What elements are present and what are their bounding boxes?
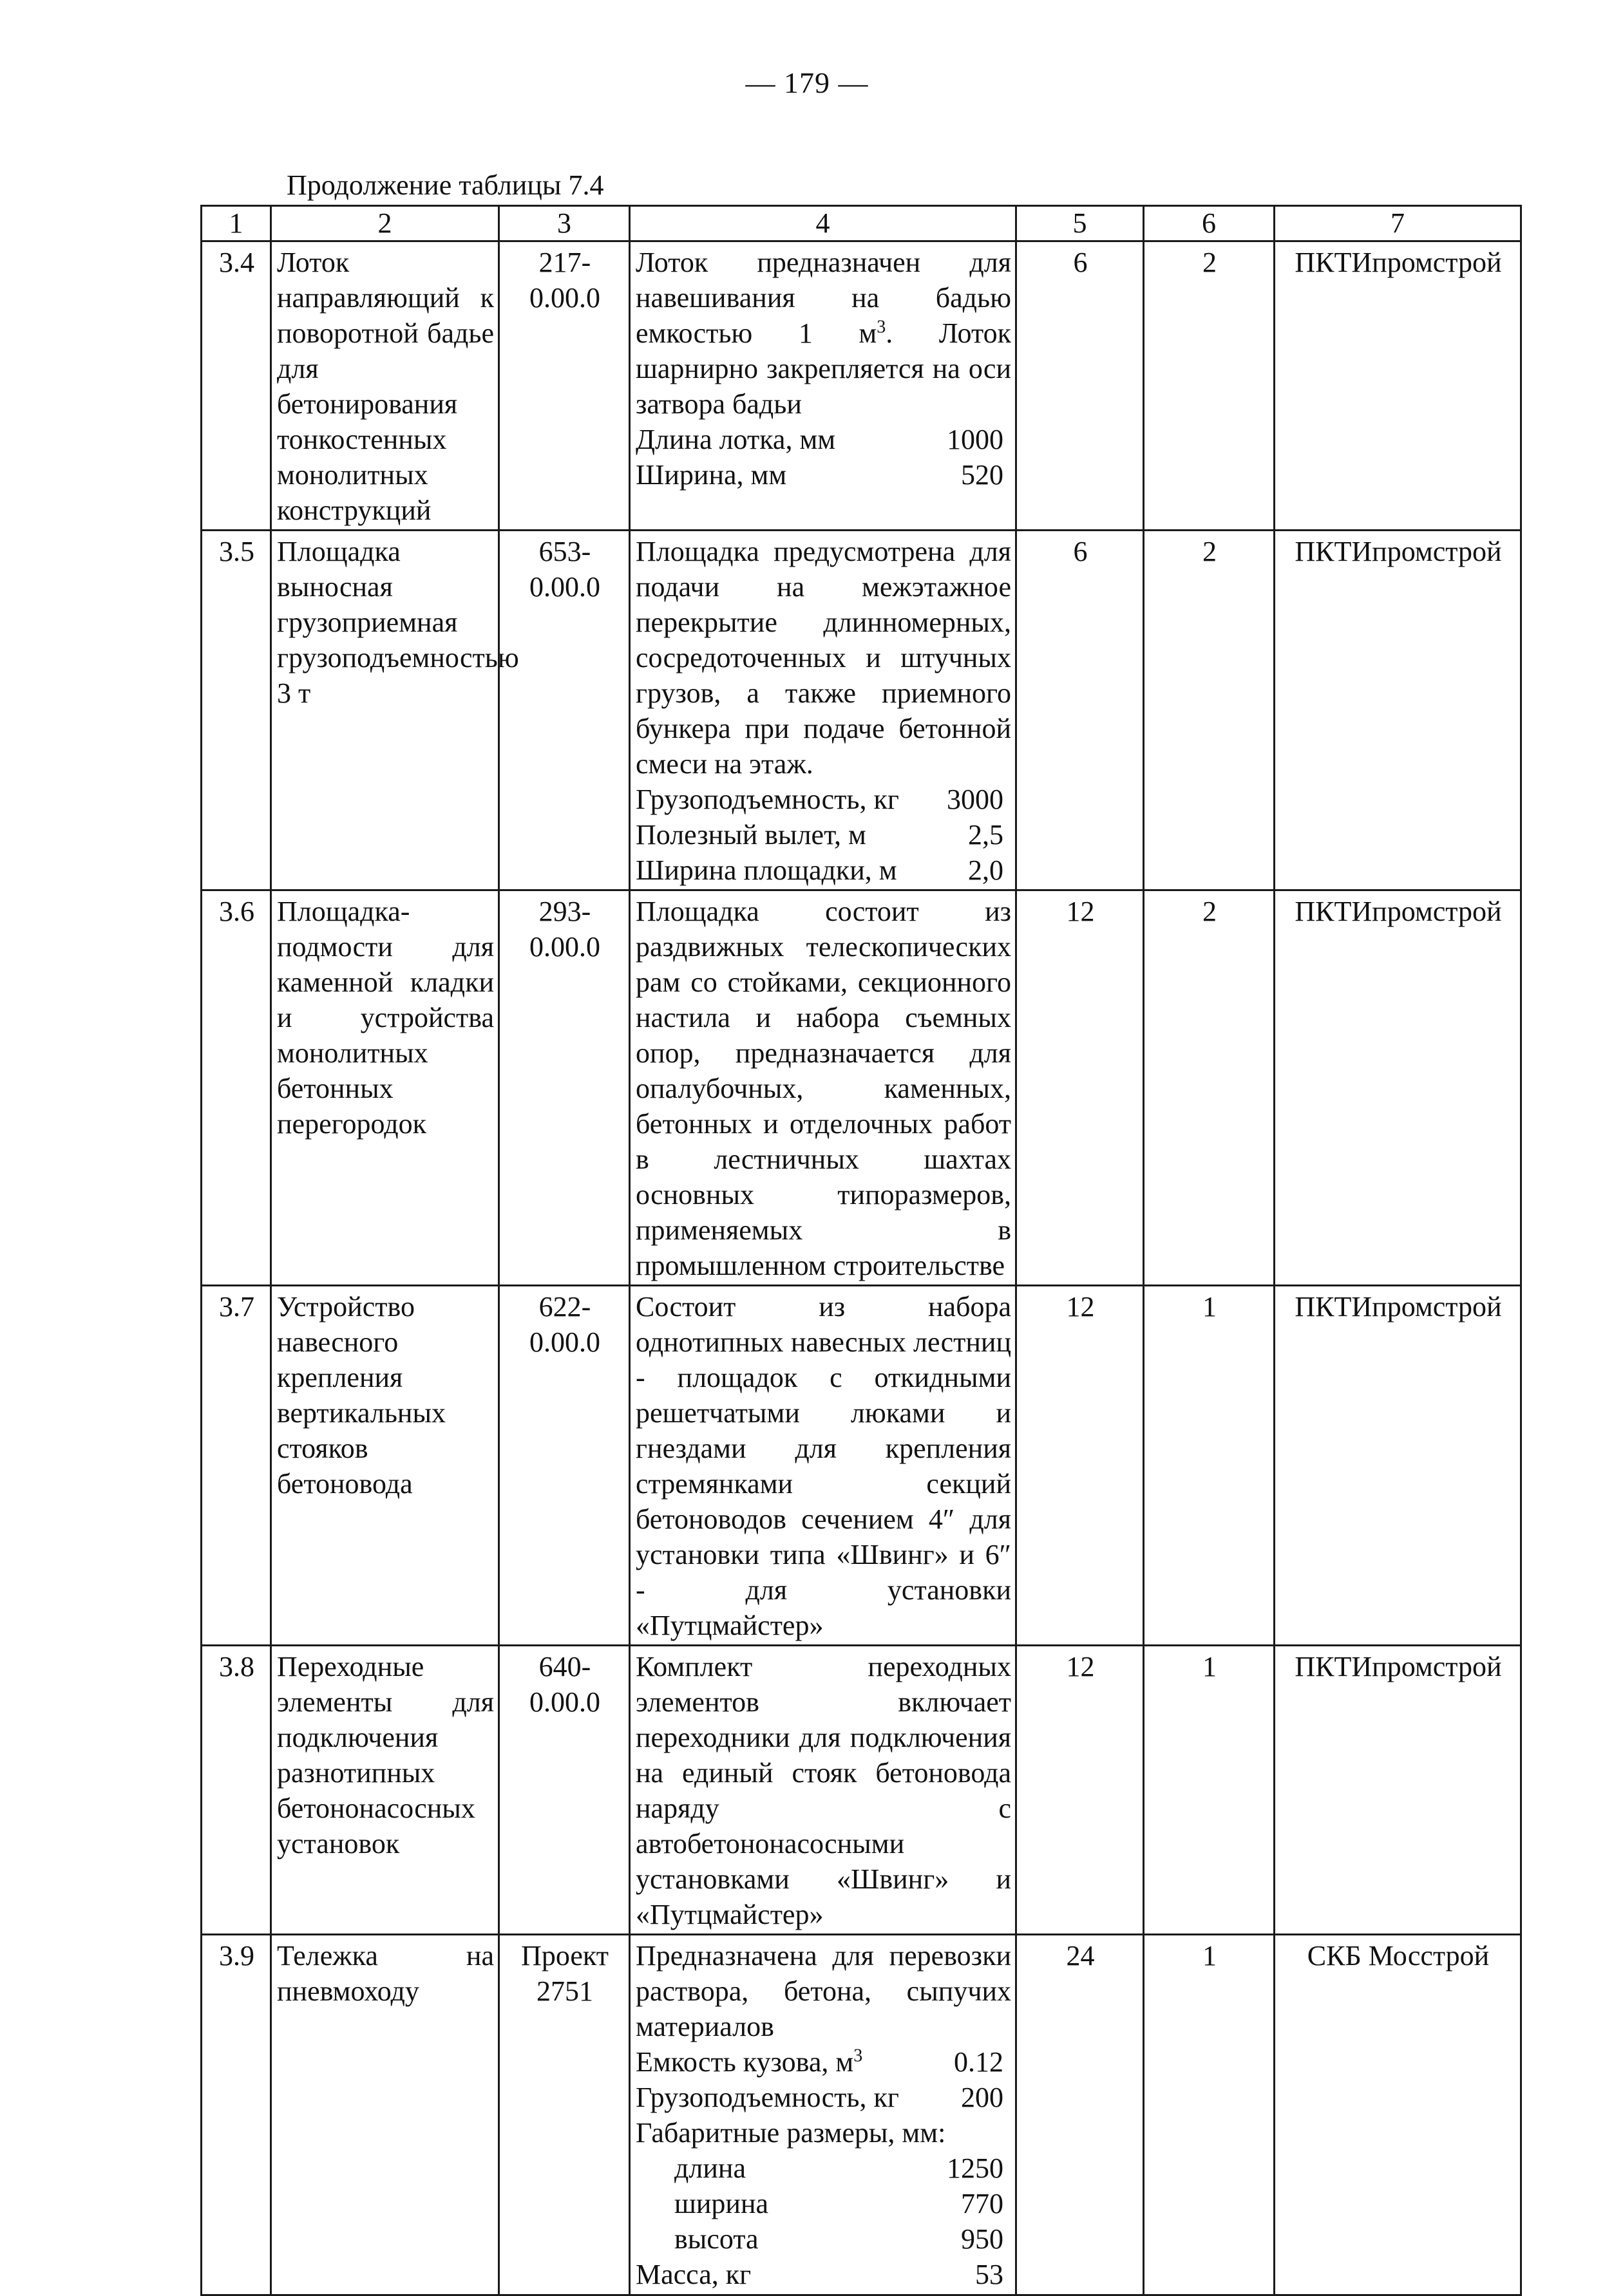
code-line: Проект	[521, 1940, 609, 1971]
column-6-value: 2	[1144, 241, 1275, 531]
column-header-3: 3	[499, 206, 630, 241]
spec-line: ширина 770	[674, 2188, 1003, 2219]
item-name: Устройство навесного крепления вертикальных стояков бетоновода	[271, 1286, 499, 1646]
item-description	[630, 1646, 1016, 1935]
column-header-2: 2	[271, 206, 499, 241]
page-number: — 179 —	[745, 66, 869, 99]
description-text: . Лоток шарнирно закрепляется на оси затвора бадьи	[636, 317, 1011, 420]
item-name: Площадка выносная грузоприемная грузоподъемностью 3 т	[271, 531, 499, 890]
developer-org: ПКТИпромстрой	[1275, 890, 1521, 1286]
column-5-value: 12	[1016, 1286, 1144, 1646]
row-number: 3.4	[202, 241, 271, 531]
item-name: Лоток направляющий к поворотной бадье для бетонирования тонкостенных монолитных конструкций	[271, 241, 499, 531]
spec-line: Емкость кузова, $м^3$ 0.12	[636, 2046, 1003, 2078]
code-line: 2751	[536, 1975, 593, 2007]
row-number: 3.6	[202, 890, 271, 1286]
item-name: Площадка-подмости для каменной кладки и устройства монолитных бетонных перегородок	[271, 890, 499, 1286]
spec-line: длина 1250	[674, 2152, 1003, 2184]
developer-org: ПКТИпромстрой	[1275, 241, 1521, 531]
spec-line: Ширина площадки, м 2,0	[636, 854, 1003, 886]
item-description	[630, 241, 1016, 531]
item-code: 653-0.00.0	[499, 531, 630, 890]
column-header-7: 7	[1275, 206, 1521, 241]
table-row	[202, 890, 1521, 1286]
description-text: Комплект переходных элементов включает переходники для подключения на единый стояк бетоновода наряду с автобетононасосными установками «Швинг» и «Путцмайстер»	[636, 1651, 1011, 1930]
table-caption: Продолжение таблицы 7.4	[287, 169, 604, 201]
superscript: 3	[877, 317, 886, 337]
column-5-value: 24	[1016, 1935, 1144, 2295]
column-6-value: 2	[1144, 531, 1275, 890]
column-6-value: 1	[1144, 1935, 1275, 2295]
superscript: 3	[853, 2046, 863, 2066]
description-text: Предназначена для перевозки раствора, бетона, сыпучих материалов	[636, 1940, 1011, 2042]
column-5-value: 6	[1016, 531, 1144, 890]
description-text: Площадка состоит из раздвижных телескопических рам со стойками, секционного настила и набора съемных опор, предназначается для опалубочных, каменных, бетонных и отделочных работ в лестничных шахтах основных типоразмеров, применяемых в промышленном строительстве	[636, 896, 1011, 1281]
table-row	[202, 1286, 1521, 1646]
dimensions-heading: Габаритные размеры, мм:	[636, 2117, 946, 2149]
spec-line: Масса, кг 53	[636, 2259, 1003, 2290]
item-name: Тележка на пневмоходу	[271, 1935, 499, 2295]
developer-org: ПКТИпромстрой	[1275, 1286, 1521, 1646]
column-5-value: 12	[1016, 890, 1144, 1286]
spec-line: высота 950	[674, 2223, 1003, 2255]
description-text: Лоток предназначен для навешивания на бадью емкостью 1 м	[636, 247, 1011, 349]
column-header-6: 6	[1144, 206, 1275, 241]
column-header-1: 1	[202, 206, 271, 241]
column-5-value: 6	[1016, 241, 1144, 531]
code-line: 622-	[538, 1291, 591, 1322]
table-row	[202, 1646, 1521, 1935]
column-6-value: 1	[1144, 1286, 1275, 1646]
item-code	[499, 1286, 630, 1646]
row-number: 3.7	[202, 1286, 271, 1646]
table-row	[202, 1935, 1521, 2295]
column-6-value: 2	[1144, 890, 1275, 1286]
spec-line: Полезный вылет, м 2,5	[636, 819, 1003, 851]
item-description	[630, 890, 1016, 1286]
column-header-5: 5	[1016, 206, 1144, 241]
row-number: 3.5	[202, 531, 271, 890]
code-line: 0.00.0	[529, 1326, 600, 1358]
spec-line: Ширина, мм 520	[636, 459, 1003, 491]
item-name: Переходные элементы для подключения разнотипных бетононасосных установок	[271, 1646, 499, 1935]
row-number: 3.9	[202, 1935, 271, 2295]
table-header-row	[202, 206, 1521, 241]
column-6-value: 1	[1144, 1646, 1275, 1935]
developer-org: СКБ Мосстрой	[1275, 1935, 1521, 2295]
item-code: 640-0.00.0	[499, 1646, 630, 1935]
table-row	[202, 531, 1521, 890]
table-row	[202, 241, 1521, 531]
item-code	[499, 1935, 630, 2295]
item-code: 293-0.00.0	[499, 890, 630, 1286]
row-number: 3.8	[202, 1646, 271, 1935]
spec-line: Длина лотка, мм 1000	[636, 424, 1003, 455]
column-header-4: 4	[630, 206, 1016, 241]
equipment-table	[200, 205, 1522, 2296]
column-5-value: 12	[1016, 1646, 1144, 1935]
item-code: 217-0.00.0	[499, 241, 630, 531]
item-description	[630, 1286, 1016, 1646]
item-description	[630, 1935, 1016, 2295]
description-text: Состоит из набора однотипных навесных лестниц - площадок с откидными решетчатыми люками и гнездами для крепления стремянками секций бетоноводов сечением 4″ для установки типа «Швинг» и 6″ - для установки «Путцмайстер»	[636, 1291, 1011, 1641]
spec-line: Грузоподъемность, кг 200	[636, 2082, 1003, 2113]
developer-org: ПКТИпромстрой	[1275, 531, 1521, 890]
description-text: Площадка предусмотрена для подачи на межэтажное перекрытие длинномерных, сосредоточенных и штучных грузов, а также приемного бункера при подаче бетонной смеси на этаж.	[636, 536, 1011, 780]
spec-line: Грузоподъемность, кг 3000	[636, 784, 1003, 815]
developer-org: ПКТИпромстрой	[1275, 1646, 1521, 1935]
item-description	[630, 531, 1016, 890]
